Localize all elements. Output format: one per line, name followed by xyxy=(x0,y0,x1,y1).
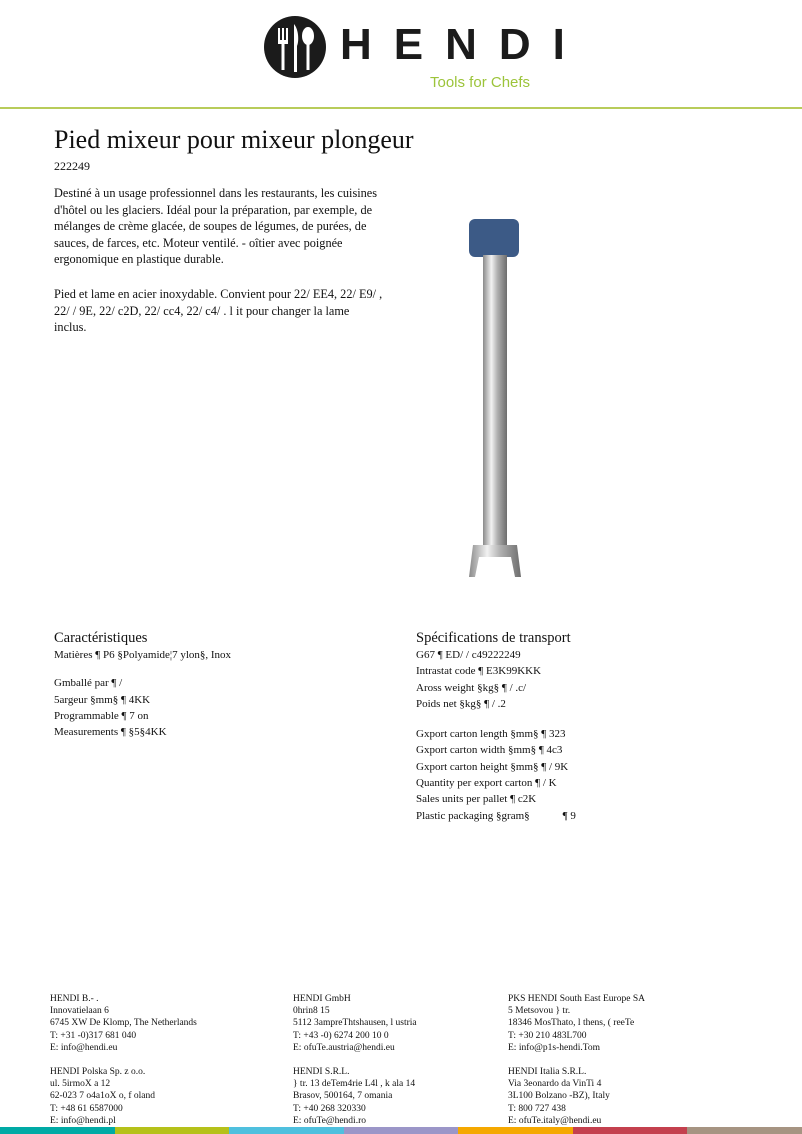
page-title: Pied mixeur pour mixeur plongeur xyxy=(54,125,414,154)
footer-column xyxy=(293,993,417,1134)
spec-row: Gxport carton width §mm§ ¶ 4c3 xyxy=(416,744,563,757)
brand-tagline: Tools for Chefs xyxy=(430,74,531,91)
address-line: HENDI Italia S.R.L. xyxy=(508,1067,587,1078)
address-line: 0hrin8 15 xyxy=(293,1006,330,1017)
address-line: Via 3eonardo da VinTi 4 xyxy=(508,1079,602,1090)
spec-row: Intrastat code ¶ E3K99KKK xyxy=(416,665,542,678)
address-line: 5112 3ampreThtshausen, l ustria xyxy=(293,1018,417,1029)
address-line: T: +40 268 320330 xyxy=(293,1103,366,1114)
address-line: Brasov, 500164, 7 omania xyxy=(293,1091,393,1102)
office-address xyxy=(50,1066,197,1127)
spec-row: Matières ¶ P6 §Polyamide¦7 ylon§, Inox xyxy=(54,649,232,661)
product-image xyxy=(455,215,535,585)
brand-name: HENDI xyxy=(340,20,587,69)
office-address xyxy=(293,993,417,1054)
color-segment xyxy=(344,1127,459,1134)
address-line: } tr. 13 deTem4rie L4l , k ala 14 xyxy=(293,1079,416,1090)
characteristics-title: Caractéristiques xyxy=(54,630,148,646)
address-line: E: ofuTe.austria@hendi.eu xyxy=(293,1042,395,1053)
address-line: 62-023 7 o4a1oX o, f oland xyxy=(50,1091,156,1102)
address-line: E: ofuTe.italy@hendi.eu xyxy=(508,1115,602,1126)
color-bar xyxy=(0,1127,802,1134)
cutlery-icon xyxy=(264,16,326,78)
spec-row: Quantity per export carton ¶ / K xyxy=(416,777,557,790)
office-address xyxy=(508,993,645,1054)
color-segment xyxy=(458,1127,573,1134)
transport-title: Spécifications de transport xyxy=(416,630,571,646)
product-sku: 222249 xyxy=(54,159,90,173)
address-line: HENDI Polska Sp. z o.o. xyxy=(50,1067,146,1078)
address-line: T: +43 -0) 6274 200 10 0 xyxy=(293,1030,389,1041)
address-line: T: +31 -0)317 681 040 xyxy=(50,1030,137,1041)
footer-column xyxy=(508,993,645,1134)
color-segment xyxy=(115,1127,230,1134)
spec-row: Plastic packaging §gram§ ¶ 9 xyxy=(416,809,576,822)
footer-column xyxy=(50,993,197,1134)
color-segment xyxy=(687,1127,802,1134)
office-address xyxy=(293,1066,417,1127)
address-line: E: info@hendi.eu xyxy=(50,1042,118,1053)
header-divider xyxy=(0,107,802,109)
spec-row: Sales units per pallet ¶ c2K xyxy=(416,793,537,806)
color-segment xyxy=(573,1127,688,1134)
spec-row: G67 ¶ ED/ / c49222249 xyxy=(416,649,521,661)
address-line: 18346 MosThato, l thens, ( reeTe xyxy=(508,1018,635,1029)
spec-row: Gxport carton length §mm§ ¶ 323 xyxy=(416,728,566,741)
office-address xyxy=(508,1066,645,1127)
address-line: T: 800 727 438 xyxy=(508,1103,566,1114)
address-line: 5 Metsovou } tr. xyxy=(508,1006,571,1017)
address-line: E: info@hendi.pl xyxy=(50,1115,116,1126)
address-line: PKS HENDI South East Europe SA xyxy=(508,994,645,1004)
office-address xyxy=(50,993,197,1054)
spec-row: Programmable ¶ 7 on xyxy=(54,709,149,722)
address-line: 6745 XW De Klomp, The Netherlands xyxy=(50,1018,197,1029)
address-line: E: info@p1s-hendi.Tom xyxy=(508,1042,600,1053)
spec-row: Gmballé par ¶ / xyxy=(54,677,123,690)
product-description: Destiné à un usage professionnel dans les restaurants, les cuisines d'hôtel ou les glaciers. Idéal pour la préparation, par exemple, de mélanges de crème glacée, de soupes de légumes, de purées, de sauces, de farces, etc. Moteur ventilé. - oîtier avec poignée ergonomique en plastique durable. xyxy=(54,186,378,266)
address-line: HENDI GmbH xyxy=(293,994,351,1004)
spec-row: Poids net §kg§ ¶ / .2 xyxy=(416,697,506,710)
hendi-logo xyxy=(262,14,587,94)
address-line: T: +48 61 6587000 xyxy=(50,1103,123,1114)
spec-row: 5argeur §mm§ ¶ 4KK xyxy=(54,693,151,706)
address-line: ul. 5irmoX a 12 xyxy=(50,1079,111,1090)
product-description-2: Pied et lame en acier inoxydable. Convient pour 22/ EE4, 22/ E9/ , 22/ / 9E, 22/ c2D, 22/ cc4, 22/ c4/ . l it pour changer la lame inclus. xyxy=(54,287,383,334)
spec-row: Aross weight §kg§ ¶ / .c/ xyxy=(416,681,527,694)
address-line: 3L100 Bolzano -BZ), Italy xyxy=(508,1091,610,1102)
address-line: Innovatielaan 6 xyxy=(50,1006,109,1017)
address-line: T: +30 210 483L700 xyxy=(508,1030,587,1041)
color-segment xyxy=(0,1127,115,1134)
transport-list xyxy=(416,647,576,824)
color-segment xyxy=(229,1127,344,1134)
address-line: HENDI S.R.L. xyxy=(293,1067,350,1078)
address-line: E: ofuTe@hendi.ro xyxy=(293,1115,366,1126)
spec-row: Gxport carton height §mm§ ¶ / 9K xyxy=(416,760,569,773)
spec-row: Measurements ¶ §5§4KK xyxy=(54,726,167,739)
address-line: HENDI B.- . xyxy=(50,994,99,1004)
characteristics-list xyxy=(54,647,231,740)
